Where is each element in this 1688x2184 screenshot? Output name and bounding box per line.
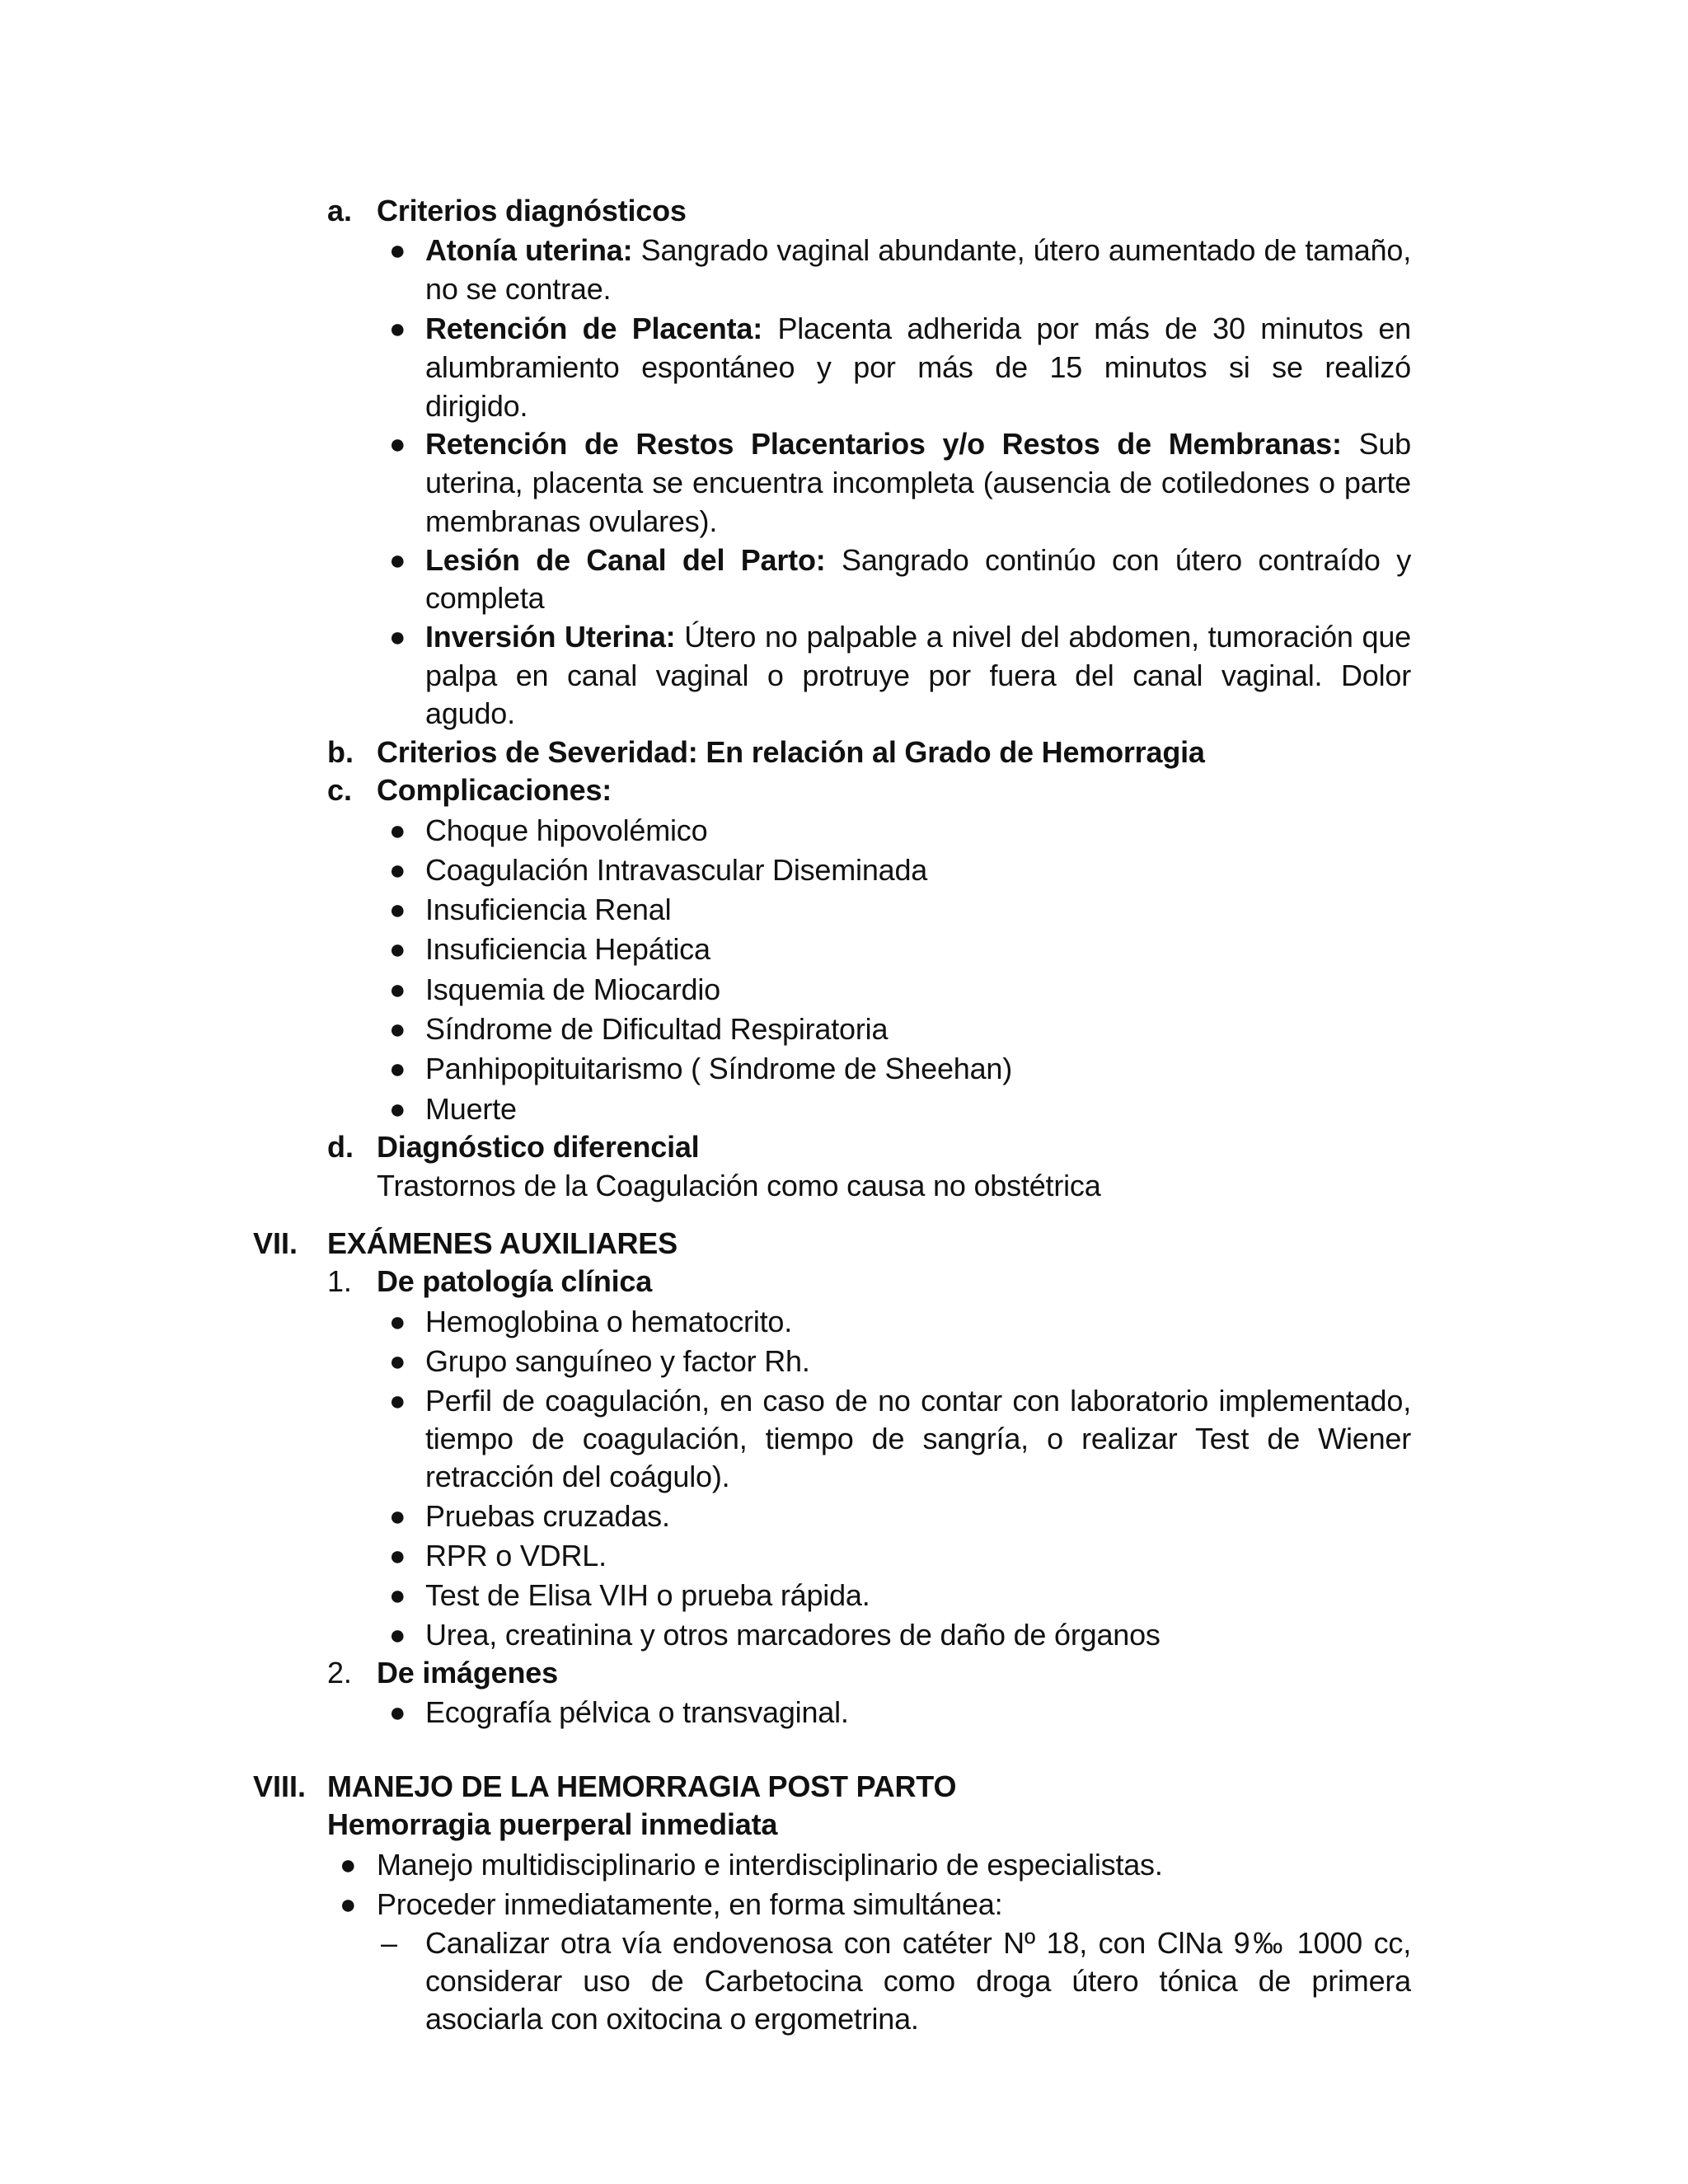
dash-icon: – <box>381 1926 397 1960</box>
bullet-icon: ● <box>389 1094 406 1125</box>
list-item: Perfil de coagulación, en caso de no contar con laboratorio implementado, <box>425 1384 1411 1418</box>
section-viii-heading: MANEJO DE LA HEMORRAGIA POST PARTO <box>327 1769 957 1803</box>
list-item-continuation: considerar uso de Carbetocina como droga útero tónica de primera <box>425 1964 1411 1998</box>
item-text: Placenta adherida por más de 30 minutos en <box>762 312 1411 345</box>
section-a-heading: Criterios diagnósticos <box>377 194 687 227</box>
term-label: Inversión Uterina: <box>425 620 676 654</box>
section-c-heading: Complicaciones: <box>377 773 612 807</box>
item-text: Sangrado vaginal abundante, útero aumentado de tamaño, <box>640 233 1411 267</box>
item-text: Útero no palpable a nivel del abdomen, tumoración que <box>684 620 1411 654</box>
list-item <box>425 231 1411 270</box>
list-item: Grupo sanguíneo y factor Rh. <box>425 1344 810 1378</box>
bullet-icon: ● <box>389 1580 406 1611</box>
section-d-text: Trastornos de la Coagulación como causa no obstétrica <box>377 1169 1101 1202</box>
bullet-icon: ● <box>389 1619 406 1651</box>
section-viii-subheading: Hemorragia puerperal inmediata <box>327 1807 778 1841</box>
item-text: dirigido. <box>425 389 528 423</box>
term-label: Lesión de Canal del Parto: <box>425 543 826 577</box>
list-item: Proceder inmediatamente, en forma simultánea: <box>377 1887 1003 1921</box>
item-text: no se contrae. <box>425 272 612 306</box>
list-item: Insuficiencia Renal <box>425 893 672 926</box>
list-item: Insuficiencia Hepática <box>425 932 710 966</box>
section-d-marker: d. <box>327 1130 354 1164</box>
list-item: Manejo multidisciplinario e interdisciplinario de especialistas. <box>377 1848 1163 1882</box>
term-label: Retención de Placenta: <box>425 312 762 345</box>
list-item-continuation: asociarla con oxitocina o ergometrina. <box>425 2002 919 2036</box>
bullet-icon: ● <box>340 1889 357 1920</box>
section-a-marker: a. <box>327 194 353 227</box>
list-item <box>425 541 1411 580</box>
list-item: Ecografía pélvica o transvaginal. <box>425 1695 849 1729</box>
bullet-icon: ● <box>389 1346 406 1377</box>
bullet-icon: ● <box>389 815 406 846</box>
section-c-marker: c. <box>327 773 353 807</box>
list-item: Choque hipovolémico <box>425 813 708 847</box>
bullet-icon: ● <box>389 1697 406 1728</box>
list-item: Isquemia de Miocardio <box>425 972 720 1006</box>
list-item: Hemoglobina o hematocrito. <box>425 1305 793 1338</box>
item-text: agudo. <box>425 696 515 730</box>
bullet-icon: ● <box>340 1849 357 1881</box>
bullet-icon: ● <box>389 1014 406 1045</box>
list-item-continuation: tiempo de coagulación, tiempo de sangría, o realizar Test de Wiener <box>425 1422 1411 1455</box>
bullet-icon: ● <box>389 1053 406 1085</box>
item-text: palpa en canal vaginal o protruye por fuera del canal vaginal. Dolor <box>425 658 1411 692</box>
item-text: membranas ovulares). <box>425 504 718 538</box>
bullet-icon: ● <box>389 855 406 886</box>
bullet-icon: ● <box>389 313 406 344</box>
list-item-continuation: retracción del coágulo). <box>425 1460 730 1493</box>
list-item: Muerte <box>425 1092 517 1126</box>
bullet-icon: ● <box>389 621 406 653</box>
subsection-1-heading: De patología clínica <box>377 1264 653 1298</box>
section-b-marker: b. <box>327 735 354 769</box>
bullet-icon: ● <box>389 934 406 965</box>
list-item: RPR o VDRL. <box>425 1539 607 1572</box>
section-b-heading: Criterios de Severidad: En relación al Grado de Hemorragia <box>377 735 1205 769</box>
list-item: Coagulación Intravascular Diseminada <box>425 853 928 887</box>
bullet-icon: ● <box>389 974 406 1005</box>
item-text: completa <box>425 581 545 615</box>
list-item: Panhipopituitarismo ( Síndrome de Sheehan) <box>425 1052 1013 1085</box>
bullet-icon: ● <box>389 1540 406 1572</box>
bullet-icon: ● <box>389 235 406 266</box>
section-viii-numeral: VIII. <box>253 1769 307 1803</box>
term-label: Retención de Restos Placentarios y/o Restos de Membranas: <box>425 427 1342 461</box>
item-text: alumbramiento espontáneo y por más de 15 minutos si se realizó <box>425 350 1411 384</box>
list-item <box>425 309 1411 349</box>
item-text: uterina, placenta se encuentra incompleta (ausencia de cotiledones o parte <box>425 466 1411 499</box>
bullet-icon: ● <box>389 1306 406 1338</box>
list-item: Test de Elisa VIH o prueba rápida. <box>425 1578 870 1612</box>
bullet-icon: ● <box>389 1385 406 1417</box>
subsection-1-marker: 1. <box>327 1264 352 1298</box>
section-d-heading: Diagnóstico diferencial <box>377 1130 700 1164</box>
bullet-icon: ● <box>389 894 406 926</box>
bullet-icon: ● <box>389 429 406 460</box>
list-item: Pruebas cruzadas. <box>425 1499 670 1533</box>
list-item: Urea, creatinina y otros marcadores de daño de órganos <box>425 1618 1160 1652</box>
list-item: Síndrome de Dificultad Respiratoria <box>425 1012 889 1046</box>
term-label: Atonía uterina: <box>425 233 633 267</box>
list-item: Canalizar otra vía endovenosa con catéter Nº 18, con ClNa 9‰ 1000 cc, <box>425 1926 1411 1960</box>
section-vii-numeral: VII. <box>253 1226 298 1260</box>
section-vii-heading: EXÁMENES AUXILIARES <box>327 1226 678 1260</box>
subsection-2-heading: De imágenes <box>377 1656 558 1690</box>
item-text: Sub <box>1358 427 1411 461</box>
subsection-2-marker: 2. <box>327 1656 352 1690</box>
bullet-icon: ● <box>389 1501 406 1532</box>
item-text: Sangrado continúo con útero contraído y <box>842 543 1411 577</box>
list-item <box>425 424 1411 464</box>
list-item <box>425 617 1411 657</box>
bullet-icon: ● <box>389 545 406 576</box>
